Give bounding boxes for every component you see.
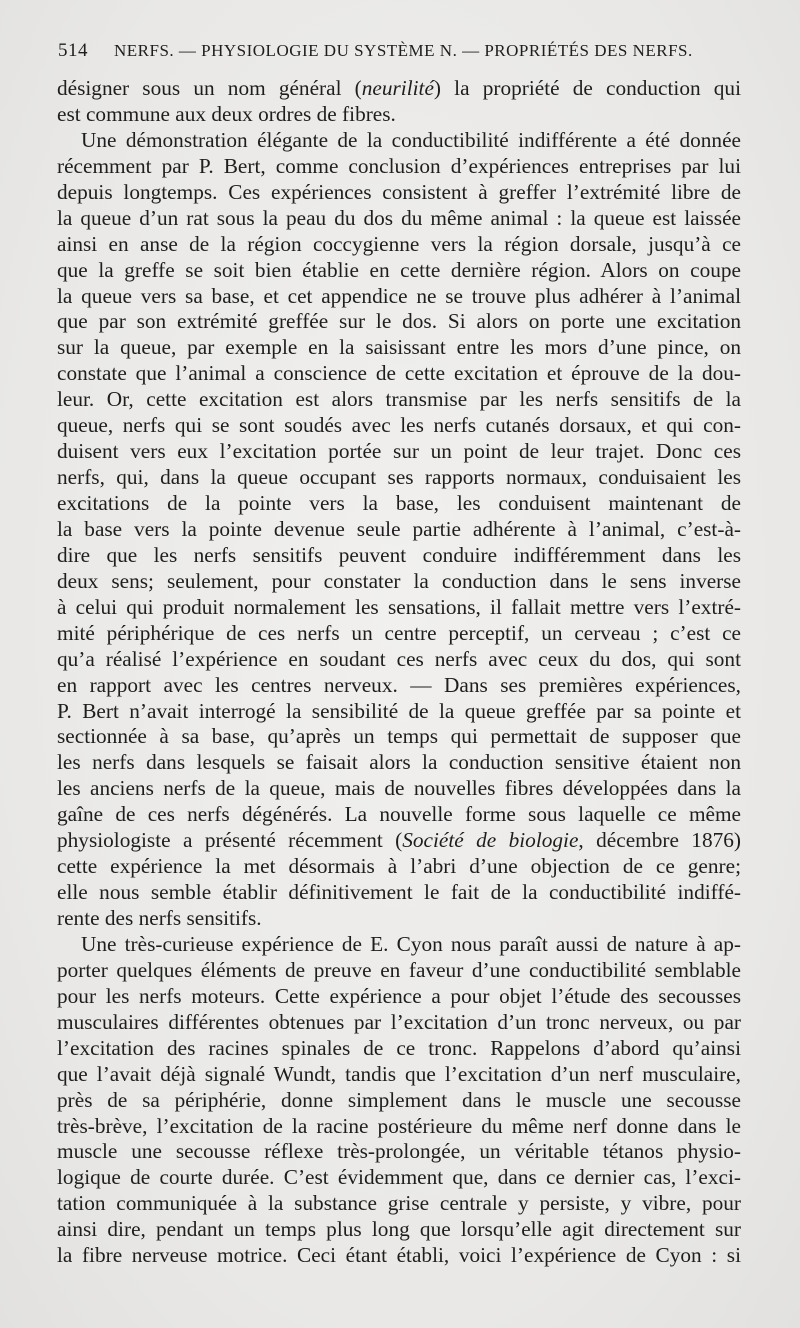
text-line: Une très-curieuse expérience de E. Cyon nous paraît aussi de nature à ap- — [81, 931, 741, 956]
text-line: nerfs, qui, dans la queue occupant ses rapports normaux, conduisaient les — [57, 465, 741, 490]
text-line: la queue d’un rat sous la peau du dos du même animal : la queue est laissée — [57, 205, 741, 230]
text-line: récemment par P. Bert, comme conclusion d’expériences entreprises par lui — [57, 153, 741, 178]
text-line: la fibre nerveuse motrice. Ceci étant établi, voici l’expérience de Cyon : si — [57, 1243, 741, 1268]
text-line: à celui qui produit normalement les sensations, il fallait mettre vers l’extré- — [57, 594, 741, 619]
text-line: physiologiste a présenté récemment (Société de biologie, décembre 1876) — [57, 828, 741, 853]
text-line: très-brève, l’excitation de la racine postérieure du même nerf donne dans le — [57, 1113, 741, 1138]
text-line: deux sens; seulement, pour constater la conduction dans le sens inverse — [57, 568, 741, 593]
text-line: en rapport avec les centres nerveux. — Dans ses premières expériences, — [57, 672, 741, 697]
text-line: l’excitation des racines spinales de ce tronc. Rappelons d’abord qu’ainsi — [57, 1035, 741, 1060]
text-line: muscle une secousse réflexe très-prolongée, un véritable tétanos physio- — [57, 1139, 741, 1164]
text-line: constate que l’animal a conscience de cette excitation et éprouve de la dou- — [57, 361, 741, 386]
text-line: près de sa périphérie, donne simplement dans le muscle une secousse — [57, 1087, 741, 1112]
text-line: queue, nerfs qui se sont soudés avec les nerfs cutanés dorsaux, et qui con- — [57, 413, 741, 438]
text-line: musculaires différentes obtenues par l’excitation d’un tronc nerveux, ou par — [57, 1009, 741, 1034]
text-line: rente des nerfs sensitifs. — [57, 906, 262, 930]
text-line: tation communiquée à la substance grise centrale y persiste, y vibre, pour — [57, 1191, 741, 1216]
italic-term: Société de biologie — [402, 828, 579, 853]
text-line: sectionnée à sa base, qu’après un temps qui permettait de supposer que — [57, 724, 741, 749]
text-line: P. Bert n’avait interrogé la sensibilité de la queue greffée par sa pointe et — [57, 698, 741, 723]
text-line: cette expérience la met désormais à l’abri d’une objection de ce genre; — [57, 854, 741, 879]
text-line: gaîne de ces nerfs dégénérés. La nouvelle forme sous laquelle ce même — [57, 802, 741, 827]
text-line: logique de courte durée. C’est évidemment que, dans ce dernier cas, l’exci- — [57, 1165, 741, 1190]
running-head: NERFS. — PHYSIOLOGIE DU SYSTÈME N. — PROPRIÉTÉS DES NERFS. — [114, 41, 693, 60]
text-line: sur la queue, par exemple en la saisissant entre les mors d’une pince, on — [57, 335, 741, 360]
text-line: la queue vers sa base, et cet appendice ne se trouve plus adhérer à l’animal — [57, 283, 741, 308]
text-line: mité périphérique de ces nerfs un centre perceptif, un cerveau ; c’est ce — [57, 620, 741, 645]
text-line: duisent vers eux l’excitation portée sur un point de leur trajet. Donc ces — [57, 439, 741, 464]
text-line: depuis longtemps. Ces expériences consistent à greffer l’extrémité libre de — [57, 179, 741, 204]
text-line: les nerfs dans lesquels se faisait alors la conduction sensitive étaient non — [57, 750, 741, 775]
text-line: excitations de la pointe vers la base, les conduisent maintenant de — [57, 491, 741, 515]
page-number: 514 — [58, 40, 88, 61]
text-line: est commune aux deux ordres de fibres. — [57, 101, 396, 126]
text-line: leur. Or, cette excitation est alors transmise par les nerfs sensitifs de la — [57, 387, 741, 412]
text-line: que par son extrémité greffée sur le dos. Si alors on porte une excitation — [57, 309, 741, 334]
text-line: ainsi en anse de la région coccygienne vers la région dorsale, jusqu’à ce — [57, 231, 741, 256]
text-line: pour les nerfs moteurs. Cette expérience a pour objet l’étude des secousses — [57, 983, 741, 1008]
page-header — [58, 40, 742, 72]
text-line: que la greffe se soit bien établie en cette dernière région. Alors on coupe — [57, 257, 741, 282]
text-line: la base vers la pointe devenue seule partie adhérente à l’animal, c’est-à- — [57, 516, 741, 541]
text-line: elle nous semble établir définitivement le fait de la conductibilité indiffé- — [57, 880, 741, 905]
text-line: que l’avait déjà signalé Wundt, tandis que l’excitation d’un nerf musculaire, — [57, 1061, 741, 1086]
text-line: porter quelques éléments de preuve en faveur d’une conductibilité semblable — [57, 957, 741, 982]
text-line: les anciens nerfs de la queue, mais de nouvelles fibres développées dans la — [57, 776, 741, 801]
italic-term: neurilité — [361, 76, 434, 100]
text-line: dire que les nerfs sensitifs peuvent conduire indifféremment dans les — [57, 542, 741, 567]
text-line: qu’a réalisé l’expérience en soudant ces nerfs avec ceux du dos, qui sont — [57, 646, 741, 671]
body-text — [57, 76, 741, 1269]
text-line: désigner sous un nom général (neurilité) la propriété de conduction qui — [57, 76, 741, 100]
text-line: ainsi dire, pendant un temps plus long que lorsqu’elle agit directement sur — [57, 1217, 741, 1242]
text-line: Une démonstration élégante de la conductibilité indifférente a été donnée — [81, 127, 741, 152]
